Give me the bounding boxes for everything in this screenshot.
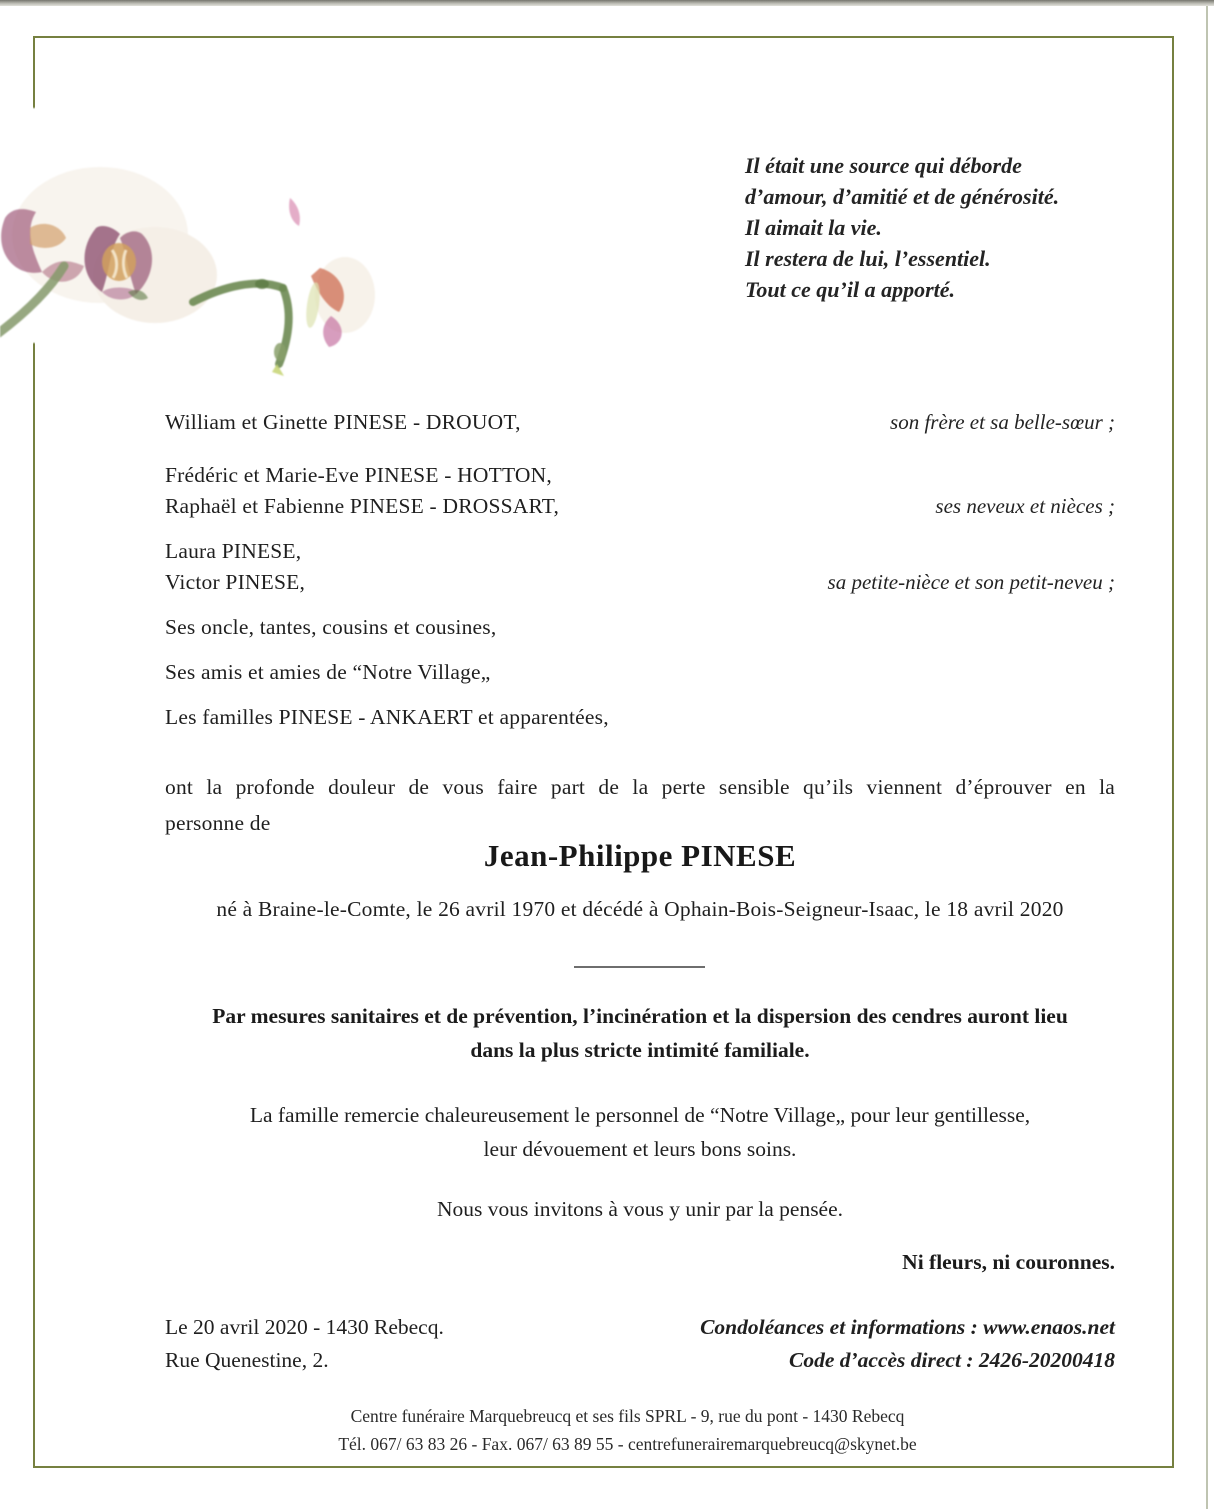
epigraph-line: Il aimait la vie. xyxy=(745,215,882,240)
family-group xyxy=(165,657,1115,688)
family-group xyxy=(165,536,1115,598)
date-place xyxy=(165,1311,444,1377)
funeral-home-line: Tél. 067/ 63 83 26 - Fax. 067/ 63 89 55 - centrefunerairemarquebreucq@skynet.be xyxy=(338,1434,917,1454)
family-relation: sa petite-nièce et son petit-neveu ; xyxy=(827,570,1115,594)
thanks-line: La famille remercie chaleureusement le personnel de “Notre Village„ pour leur gentillesse, xyxy=(249,1103,1031,1127)
family-list xyxy=(165,407,1115,747)
condolences-line: Code d’accès direct : 2426-20200418 xyxy=(788,1348,1115,1372)
family-group xyxy=(165,407,1115,438)
thanks-note xyxy=(165,1098,1115,1166)
family-name-line: William et Ginette PINESE - DROUOT, xyxy=(165,410,521,434)
invitation-line: Nous vous invitons à vous y unir par la pensée. xyxy=(436,1197,844,1221)
epigraph-line: Tout ce qu’il a apporté. xyxy=(745,277,956,302)
epigraph xyxy=(745,150,1165,305)
family-names xyxy=(165,612,496,643)
sanitary-notice-line: Par mesures sanitaires et de prévention, l’incinération et la dispersion des cendres auront lieu xyxy=(212,1004,1068,1028)
family-name-line: Ses oncle, tantes, cousins et cousines, xyxy=(165,615,497,639)
family-names xyxy=(165,657,491,688)
condolences-info xyxy=(700,1311,1115,1377)
no-flowers-note: Ni fleurs, ni couronnes. xyxy=(902,1250,1115,1274)
funeral-home-footer xyxy=(140,1402,1115,1458)
date-place-line: Le 20 avril 2020 - 1430 Rebecq. xyxy=(165,1315,444,1339)
family-name-line: Ses amis et amies de “Notre Village„ xyxy=(165,660,491,684)
announcement xyxy=(165,769,1115,841)
family-name-line: Frédéric et Marie-Eve PINESE - HOTTON, xyxy=(165,463,552,487)
family-names xyxy=(165,702,609,733)
family-name-line: Laura PINESE, xyxy=(165,539,302,563)
date-place-line: Rue Quenestine, 2. xyxy=(165,1348,329,1372)
section-divider xyxy=(574,966,705,968)
condolences-line: Condoléances et informations : www.enaos.net xyxy=(700,1315,1115,1339)
epigraph-line: Il restera de lui, l’essentiel. xyxy=(745,246,991,271)
orchid-illustration xyxy=(0,100,480,400)
family-relation: son frère et sa belle-sœur ; xyxy=(890,410,1115,434)
family-group xyxy=(165,612,1115,643)
sanitary-notice-line: dans la plus stricte intimité familiale. xyxy=(470,1038,810,1062)
announcement-line: ont la profonde douleur de vous faire part de la perte sensible qu’ils viennent d’éprouver en la xyxy=(165,775,1115,799)
epigraph-line: Il était une source qui déborde xyxy=(745,153,1022,178)
scan-edge-top xyxy=(0,0,1214,6)
family-group xyxy=(165,702,1115,733)
orchid-photo xyxy=(0,100,480,400)
closing-row xyxy=(165,1311,1115,1377)
family-name-line: Victor PINESE, xyxy=(165,570,306,594)
family-names xyxy=(165,536,305,598)
scan-edge-right xyxy=(1206,6,1208,1509)
family-names xyxy=(165,460,559,522)
family-name-line: Raphaël et Fabienne PINESE - DROSSART, xyxy=(165,494,560,518)
thanks-line: leur dévouement et leurs bons soins. xyxy=(483,1137,797,1161)
deceased-name: Jean-Philippe PINESE xyxy=(483,838,797,873)
family-group xyxy=(165,460,1115,522)
family-name-line: Les familles PINESE - ANKAERT et apparentées, xyxy=(165,705,609,729)
epigraph-line: d’amour, d’amitié et de générosité. xyxy=(745,184,1060,209)
family-names xyxy=(165,407,521,438)
sanitary-notice xyxy=(165,999,1115,1067)
announcement-line: personne de xyxy=(165,811,271,835)
funeral-home-line: Centre funéraire Marquebreucq et ses fils SPRL - 9, rue du pont - 1430 Rebecq xyxy=(350,1406,905,1426)
family-relation: ses neveux et nièces ; xyxy=(935,494,1115,518)
life-dates: né à Braine-le-Comte, le 26 avril 1970 et décédé à Ophain-Bois-Seigneur-Isaac, le 18 avril 2020 xyxy=(216,897,1064,921)
